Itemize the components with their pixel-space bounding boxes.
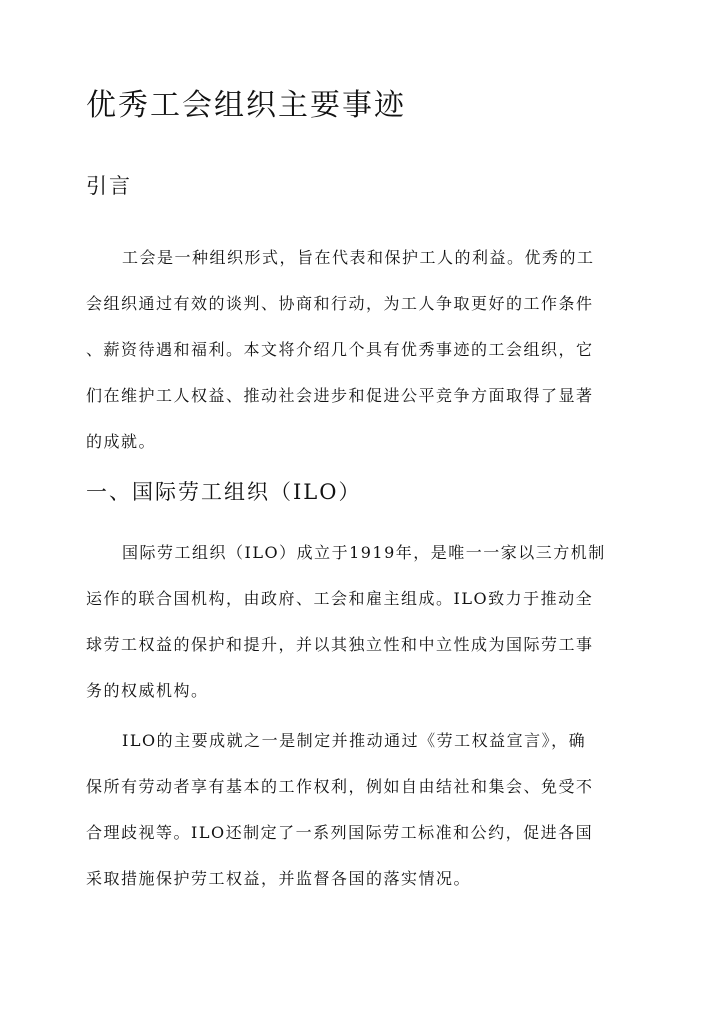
- ilo-paragraph-2: [86, 718, 634, 902]
- paragraph-line: 保所有劳动者享有基本的工作权利，例如自由结社和集会、免受不: [86, 777, 594, 796]
- paragraph-line: 国际劳工组织（ILO）成立于1919年，是唯一一家以三方机制: [122, 543, 606, 562]
- paragraph-line: 工会是一种组织形式，旨在代表和保护工人的利益。优秀的工: [122, 248, 595, 267]
- document-title: 优秀工会组织主要事迹: [86, 88, 406, 123]
- paragraph-line: 采取措施保护劳工权益，并监督各国的落实情况。: [86, 869, 472, 888]
- paragraph-line: 的成就。: [86, 432, 157, 451]
- paragraph-line: 务的权威机构。: [86, 681, 209, 700]
- paragraph-line: ILO的主要成就之一是制定并推动通过《劳工权益宣言》，确: [122, 731, 587, 750]
- paragraph-line: 、薪资待遇和福利。本文将介绍几个具有优秀事迹的工会组织，它: [86, 340, 594, 359]
- paragraph-line: 运作的联合国机构，由政府、工会和雇主组成。ILO致力于推动全: [86, 589, 594, 608]
- intro-paragraph: [86, 235, 634, 465]
- paragraph-line: 会组织通过有效的谈判、协商和行动，为工人争取更好的工作条件: [86, 294, 594, 313]
- section-heading-ilo: 一、国际劳工组织（ILO）: [86, 480, 362, 504]
- section-heading-intro: 引言: [86, 174, 132, 198]
- paragraph-line: 们在维护工人权益、推动社会进步和促进公平竞争方面取得了显著: [86, 386, 594, 405]
- paragraph-line: 球劳工权益的保护和提升，并以其独立性和中立性成为国际劳工事: [86, 635, 594, 654]
- ilo-paragraph-1: [86, 530, 634, 714]
- paragraph-line: 合理歧视等。ILO还制定了一系列国际劳工标准和公约，促进各国: [86, 823, 594, 842]
